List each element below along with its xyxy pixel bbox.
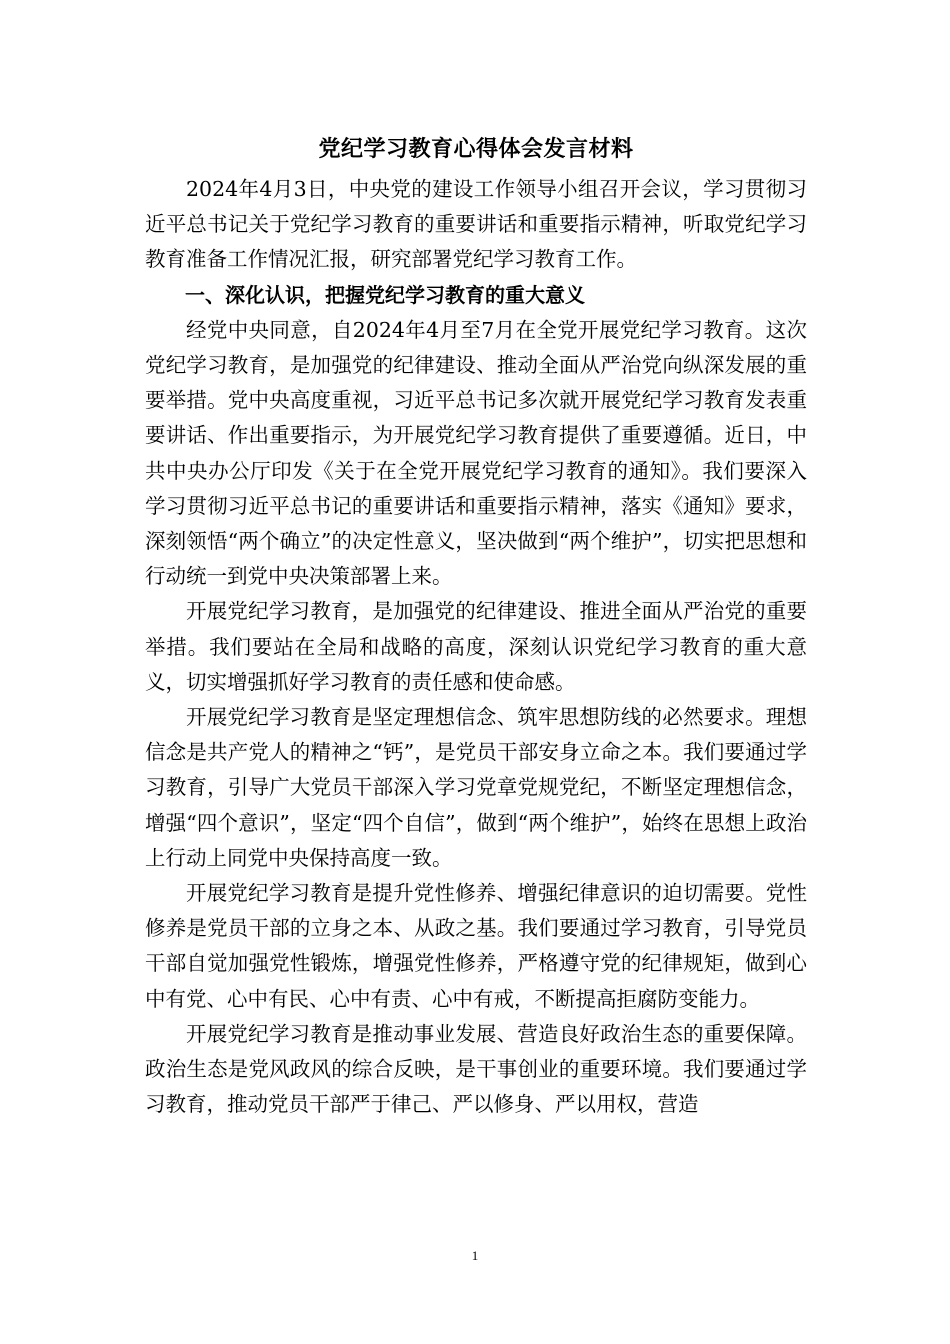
paragraph-3: 开展党纪学习教育是坚定理想信念、筑牢思想防线的必然要求。理想信念是共产党人的精神之“钙”，是党员干部安身立命之本。我们要通过学习教育，引导广大党员干部深入学习党章党规党纪，不断坚定理想信念，增强“四个意识”，坚定“四个自信”，做到“两个维护”，始终在思想上政治上行动上同党中央保持高度一致。 [145, 705, 807, 870]
section-heading-1: 一、深化认识，把握党纪学习教育的重大意义 [185, 282, 585, 307]
paragraph-2: 开展党纪学习教育，是加强党的纪律建设、推进全面从严治党的重要举措。我们要站在全局和战略的高度，深刻认识党纪学习教育的重大意义，切实增强抓好学习教育的责任感和使命感。 [145, 599, 807, 694]
paragraph-5: 开展党纪学习教育是推动事业发展、营造良好政治生态的重要保障。政治生态是党风政风的综合反映，是干事创业的重要环境。我们要通过学习教育，推动党员干部严于律己、严以修身、严以用权，营造 [145, 1021, 807, 1117]
page-number: 1 [471, 1248, 479, 1263]
paragraph-4: 开展党纪学习教育是提升党性修养、增强纪律意识的迫切需要。党性修养是党员干部的立身之本、从政之基。我们要通过学习教育，引导党员干部自觉加强党性锻炼，增强党性修养，严格遵守党的纪律规矩，做到心中有党、心中有民、心中有责、心中有戒，不断提高拒腐防变能力。 [145, 881, 807, 1011]
paragraph-1: 经党中央同意，自2024年4月至7月在全党开展党纪学习教育。这次党纪学习教育，是加强党的纪律建设、推动全面从严治党向纵深发展的重要举措。党中央高度重视，习近平总书记多次就开展党纪学习教育发表重要讲话、作出重要指示，为开展党纪学习教育提供了重要遵循。近日，中共中央办公厅印发《关于在全党开展党纪学习教育的通知》。我们要深入学习贯彻习近平总书记的重要讲话和重要指示精神，落实《通知》要求，深刻领悟“两个确立”的决定性意义，坚决做到“两个维护”，切实把思想和行动统一到党中央决策部署上来。 [145, 317, 807, 589]
document-title: 党纪学习教育心得体会发言材料 [318, 137, 634, 162]
paragraph-intro: 2024年4月3日，中央党的建设工作领导小组召开会议，学习贯彻习近平总书记关于党纪学习教育的重要讲话和重要指示精神，听取党纪学习教育准备工作情况汇报，研究部署党纪学习教育工作。 [145, 177, 807, 272]
document-page [145, 128, 807, 1122]
